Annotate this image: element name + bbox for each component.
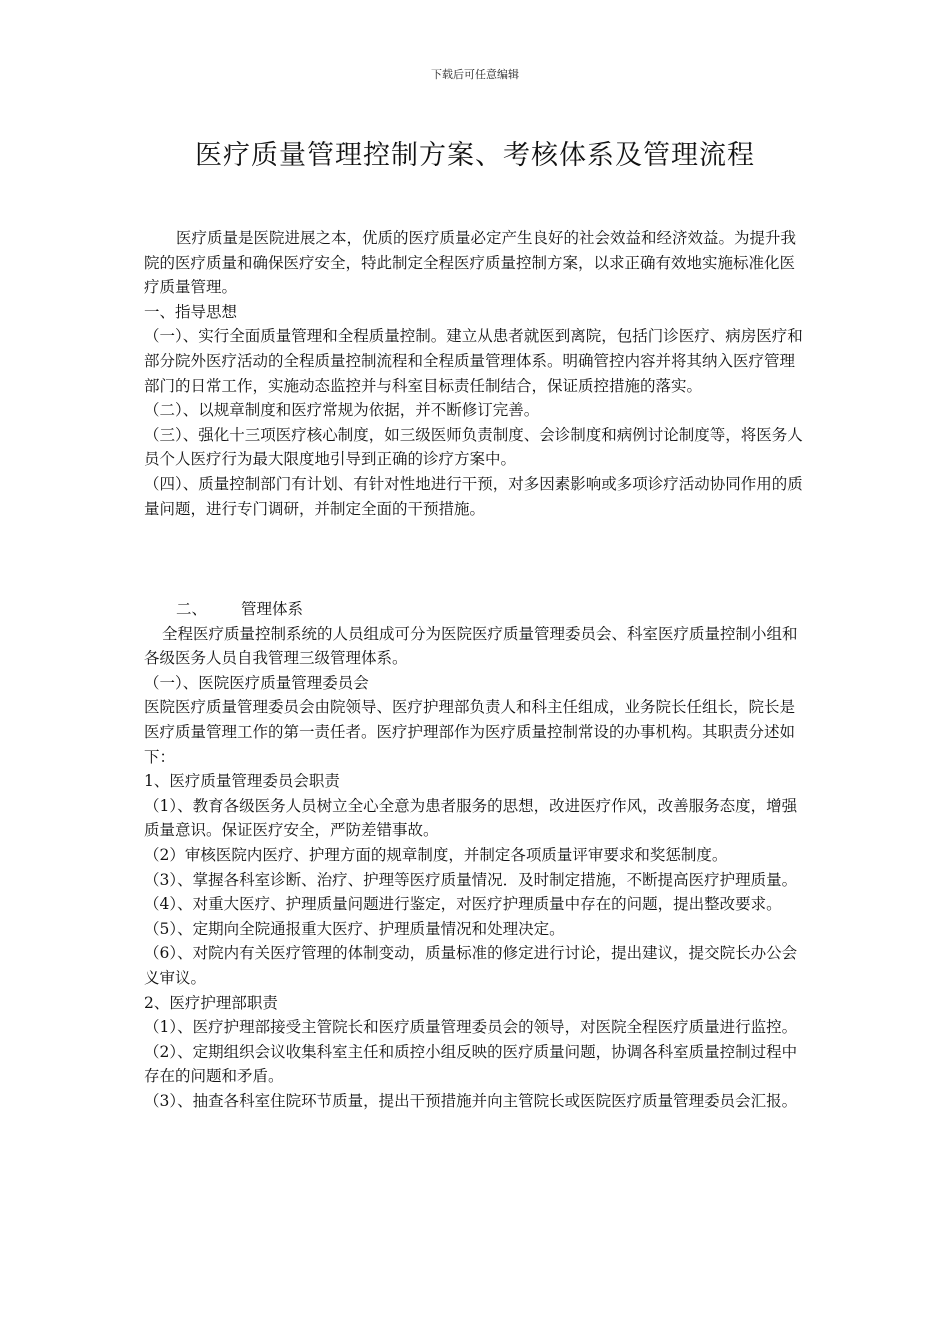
section1-heading: 一、指导思想 — [144, 302, 238, 321]
section2-heading — [144, 597, 808, 622]
duty-item: （1）、教育各级医务人员树立全心全意为患者服务的思想，改进医疗作风，改善服务态度，增强质量意识。保证医疗安全，严防差错事故。 — [144, 796, 798, 840]
intro-paragraph: 医疗质量是医院进展之本，优质的医疗质量必定产生良好的社会效益和经济效益。为提升我院的医疗质量和确保医疗安全，特此制定全程医疗质量控制方案，以求正确有效地实施标准化医疗质量管理。 — [144, 229, 797, 297]
duties2-heading: 2、医疗护理部职责 — [144, 993, 278, 1012]
document-title: 医疗质量管理控制方案、考核体系及管理流程 — [195, 140, 755, 171]
header-note: 下载后可任意编辑 — [431, 68, 519, 81]
duty-item: （3）、掌握各科室诊断、治疗、护理等医疗质量情况．及时制定措施，不断提高医疗护理质量。 — [144, 870, 798, 889]
subsection1-heading: （一）、医院医疗质量管理委员会 — [144, 673, 369, 692]
duties1-heading: 1、医疗质量管理委员会职责 — [144, 772, 340, 791]
duty-item: （1）、医疗护理部接受主管院长和医疗质量管理委员会的领导，对医院全程医疗质量进行监控。 — [144, 1018, 798, 1037]
section-management-system — [144, 597, 808, 1113]
duty-item: （6）、对院内有关医疗管理的体制变动，质量标准的修定进行讨论，提出建议，提交院长办公会义审议。 — [144, 944, 798, 987]
section1-item: （二）、以规章制度和医疗常规为依据，并不断修订完善。 — [144, 401, 540, 420]
section1-item: （一）、实行全面质量管理和全程质量控制。建立从患者就医到离院，包括门诊医疗、病房医疗和部分院外医疗活动的全程质量控制流程和全程质量管理体系。明确管控内容并将其纳入医疗管理部门的日常工作，实施动态监控并与科室目标责任制结合，保证质控措施的落实。 — [144, 327, 803, 395]
duty-item: （2）审核医院内医疗、护理方面的规章制度，并制定各项质量评审要求和奖惩制度。 — [144, 845, 728, 864]
section2-intro: 全程医疗质量控制系统的人员组成可分为医院医疗质量管理委员会、科室医疗质量控制小组和各级医务人员自我管理三级管理体系。 — [144, 624, 798, 668]
section2-heading-text: 管理体系 — [241, 600, 304, 618]
section1-item: （四）、质量控制部门有计划、有针对性地进行干预，对多因素影响或多项诊疗活动协同作用的质量问题，进行专门调研，并制定全面的干预措施。 — [144, 474, 803, 518]
duty-item: （3）、抽查各科室住院环节质量，提出干预措施并向主管院长或医院医疗质量管理委员会汇报。 — [144, 1091, 798, 1110]
subsection1-text: 医院医疗质量管理委员会由院领导、医疗护理部负责人和科主任组成，业务院长任组长，院长是医疗质量管理工作的第一责任者。医疗护理部作为医疗质量控制常设的办事机构。其职责分述如下： — [144, 698, 796, 766]
duty-item: （4）、对重大医疗、护理质量问题进行鉴定，对医疗护理质量中存在的问题，提出整改要求。 — [144, 895, 782, 914]
duty-item: （2）、定期组织会议收集科室主任和质控小组反映的医疗质量问题，协调各科室质量控制过程中存在的问题和矛盾。 — [144, 1042, 798, 1086]
section-guiding-principles — [144, 226, 808, 521]
section2-heading-number: 二、 — [176, 600, 208, 618]
section1-item: （三）、强化十三项医疗核心制度，如三级医师负责制度、会诊制度和病例讨论制度等，将医务人员个人医疗行为最大限度地引导到正确的诊疗方案中。 — [144, 425, 803, 469]
duty-item: （5）、定期向全院通报重大医疗、护理质量情况和处理决定。 — [144, 919, 565, 938]
